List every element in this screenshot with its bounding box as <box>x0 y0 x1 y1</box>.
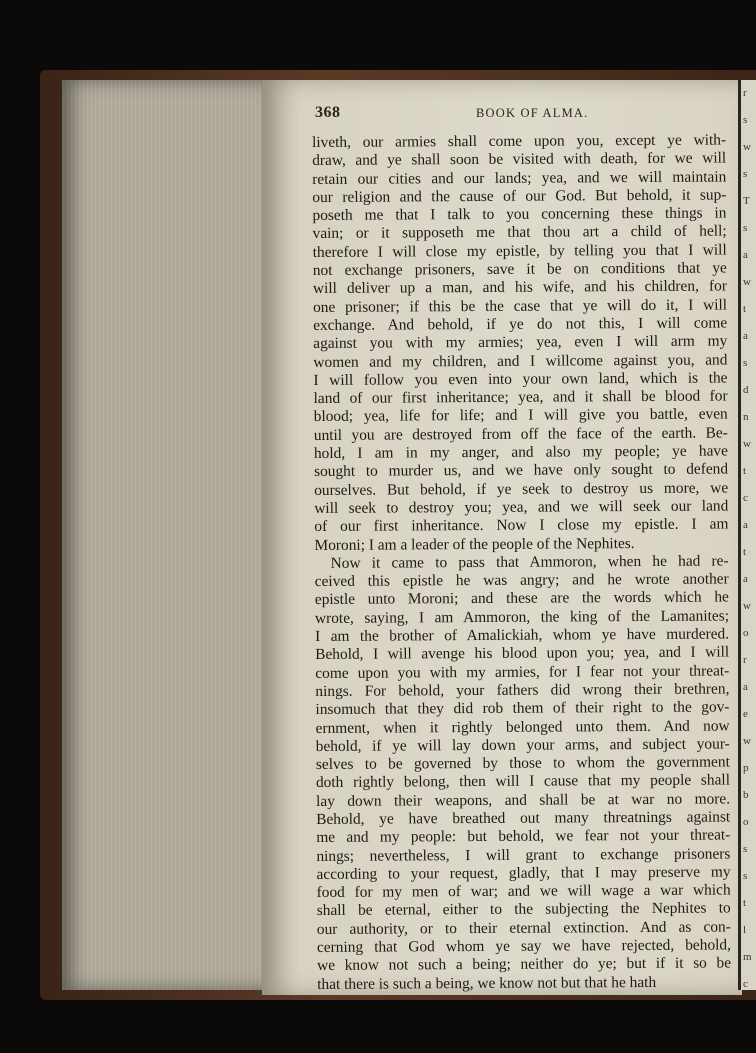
facing-page-letter: t <box>743 897 747 909</box>
text-line: our authority, or to their eternal extinction. And as con- <box>316 918 731 938</box>
text-line: wrote, saying, I am Ammoron, the king of the Lamanites; <box>314 607 730 627</box>
text-line: poseth me that I talk to you concerning these things in <box>312 204 727 225</box>
facing-page-letter: a <box>743 330 748 342</box>
text-line: me and my people: but behold, we fear not your threat- <box>316 826 731 847</box>
text-line: shall be eternal, either to the subjecting the Nephites to <box>316 899 731 920</box>
text-line: nings; nevertheless, I will grant to exchange prisoners <box>316 845 731 865</box>
text-line: women and my children, and I willcome against you, and <box>313 351 728 371</box>
text-line: vain; or it supposeth me that thou art a child of hell; <box>312 222 727 243</box>
text-line: selves to be governed by those to whom the government <box>315 753 730 774</box>
facing-page-letter: s <box>743 168 748 180</box>
facing-page-letter: s <box>743 843 748 855</box>
text-line: of our first inheritance. Now I close my epistle. I am <box>314 515 729 536</box>
facing-page-letter: a <box>743 681 748 693</box>
text-line: one prisoner; if this be the case that ye will do it, I will <box>313 296 728 316</box>
text-line: according to your request, gladly, that I may preserve my <box>316 863 731 883</box>
facing-page-letter: m <box>743 951 752 963</box>
page-header <box>310 104 730 124</box>
facing-page-letter: s <box>743 114 748 126</box>
text-line: Behold, ye have breathed out many threatnings against <box>316 808 731 828</box>
facing-page-letter: l <box>743 924 747 936</box>
text-line: ceived this epistle he was angry; and he wrote another <box>314 570 729 591</box>
text-line: I am the brother of Amalickiah, whom ye have murdered. <box>315 625 730 646</box>
text-line: we know not such a being; neither do ye; but if it so be <box>317 954 732 975</box>
facing-page-letter: t <box>743 465 747 477</box>
text-line: will deliver up a man, and his wife, and his children, for <box>312 277 727 298</box>
text-line: I will follow you even into your own land, which is the <box>313 369 728 389</box>
body-text <box>312 131 731 993</box>
text-line: Behold, I will avenge his blood upon you; yea, and I will <box>315 643 730 664</box>
text-line: nings. For behold, your fathers did wrong their brethren, <box>315 680 730 700</box>
text-line: doth rightly belong, then will I cause that my people shall <box>315 771 731 792</box>
text-line: Now it came to pass that Ammoron, when he had re- <box>330 552 729 572</box>
text-line: sought to murder us, and we have only sought to defend <box>314 460 729 481</box>
facing-page-letter: o <box>743 627 749 639</box>
text-line: against you with my armies; yea, even I will arm my <box>313 332 728 353</box>
text-line: not exchange prisoners, save it be on conditions that ye <box>312 259 727 280</box>
facing-page-letter: w <box>743 438 751 450</box>
text-line: come upon you with my armies, for I fear not your threat- <box>315 662 730 682</box>
facing-page-letter: c <box>743 492 748 504</box>
facing-page-letter: s <box>743 870 748 882</box>
running-head: BOOK OF ALMA. <box>476 106 589 120</box>
facing-page-letter: w <box>743 600 751 612</box>
page-number: 368 <box>315 104 341 121</box>
facing-page-letter: t <box>743 303 747 315</box>
facing-page-edge <box>738 80 756 990</box>
text-line: blood; yea, life for life; and I will give you battle, even <box>313 405 728 426</box>
text-line: exchange. And behold, if ye do not this, I will come <box>313 314 728 334</box>
text-line: hold, I am in my anger, and also my people; ye have <box>313 442 728 463</box>
facing-page-letter: s <box>743 222 748 234</box>
text-line: ourselves. But behold, if ye seek to destroy us more, we <box>314 479 729 499</box>
page-edges <box>62 80 269 990</box>
text-line: will seek to destroy you; yea, and we will seek our land <box>314 497 729 517</box>
facing-page-letter: p <box>743 762 749 774</box>
text-line: until you are destroyed from off the face of the earth. Be- <box>313 424 728 444</box>
text-line: ernment, when it rightly belonged unto them. And now <box>315 716 730 737</box>
facing-page-letter: w <box>743 735 751 747</box>
text-line: retain our cities and our lands; yea, and we will maintain <box>312 168 727 188</box>
facing-page-letter: r <box>743 87 747 99</box>
facing-page-letter: T <box>743 195 750 207</box>
text-line: our religion and the cause of our God. But behold, it sup- <box>312 186 727 206</box>
facing-page-letter: c <box>743 978 748 990</box>
facing-page-letter: n <box>743 411 749 423</box>
text-line: draw, and ye shall soon be visited with death, for we will <box>312 149 727 170</box>
facing-page-letter: r <box>743 654 747 666</box>
facing-page-letter: d <box>743 384 749 396</box>
text-line: cerning that God whom ye say we have rejected, behold, <box>316 936 732 957</box>
text-line: therefore I will close my epistle, by telling you that I will <box>312 241 727 261</box>
facing-page-letter: b <box>743 789 749 801</box>
text-line: lay down their weapons, and shall be at war no more. <box>316 790 731 810</box>
text-line: food for my men of war; and we will wage a war which <box>316 881 731 902</box>
facing-page-letter: t <box>743 546 747 558</box>
text-line: insomuch that they did rob them of their right to the gov- <box>315 698 730 719</box>
facing-page-letter: e <box>743 708 748 720</box>
facing-page-letter: o <box>743 816 749 828</box>
facing-page-letter: a <box>743 519 748 531</box>
text-line: land of our first inheritance; yea, and it shall be blood for <box>313 387 728 408</box>
facing-page-letter: w <box>743 276 751 288</box>
text-line: that there is such a being, we know not but that he hath <box>317 973 657 993</box>
facing-page-letter: w <box>743 141 751 153</box>
text-line: behold, if ye will lay down your arms, and subject your- <box>315 735 730 755</box>
text-line: liveth, our armies shall come upon you, except ye with- <box>312 131 727 151</box>
text-line: Moroni; I am a leader of the people of the Nephites. <box>314 534 635 554</box>
facing-page-letter: a <box>743 249 748 261</box>
text-line: epistle unto Moroni; and these are the words which he <box>314 588 729 609</box>
facing-page-letter: a <box>743 573 748 585</box>
facing-page-letter: s <box>743 357 748 369</box>
